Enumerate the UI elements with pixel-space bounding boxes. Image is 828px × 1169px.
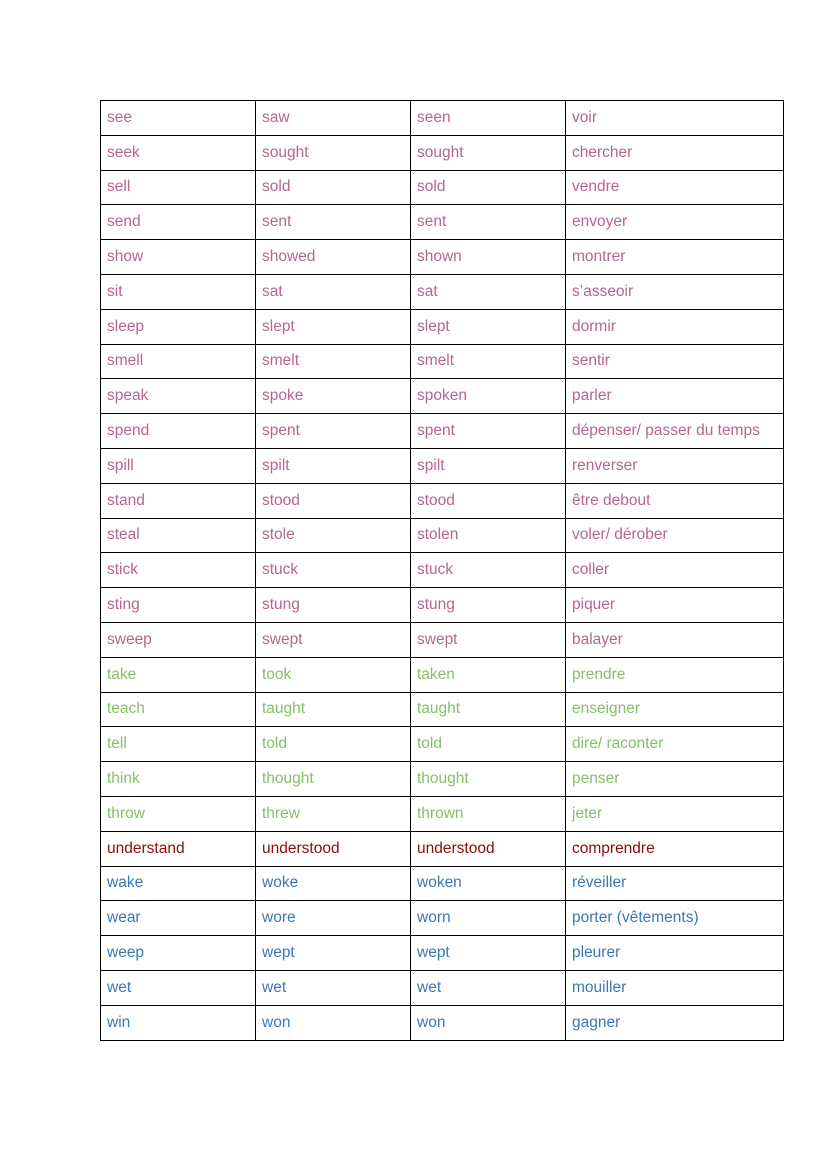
translation-cell: balayer [566, 622, 784, 657]
translation-cell: montrer [566, 240, 784, 275]
past-simple-cell: spilt [256, 448, 411, 483]
translation-cell: dépenser/ passer du temps [566, 414, 784, 449]
base-form-cell: send [101, 205, 256, 240]
table-row [101, 170, 784, 205]
table-row [101, 553, 784, 588]
base-form-cell: steal [101, 518, 256, 553]
past-simple-cell: stung [256, 588, 411, 623]
past-simple-cell: woke [256, 866, 411, 901]
translation-cell: coller [566, 553, 784, 588]
table-row [101, 796, 784, 831]
translation-cell: vendre [566, 170, 784, 205]
past-simple-cell: saw [256, 101, 411, 136]
past-participle-cell: wet [411, 970, 566, 1005]
past-participle-cell: taken [411, 657, 566, 692]
base-form-cell: sit [101, 274, 256, 309]
past-participle-cell: thought [411, 762, 566, 797]
past-participle-cell: told [411, 727, 566, 762]
table-row [101, 657, 784, 692]
past-participle-cell: shown [411, 240, 566, 275]
base-form-cell: weep [101, 936, 256, 971]
base-form-cell: stick [101, 553, 256, 588]
past-simple-cell: stuck [256, 553, 411, 588]
table-row [101, 727, 784, 762]
past-simple-cell: took [256, 657, 411, 692]
past-simple-cell: wept [256, 936, 411, 971]
translation-cell: parler [566, 379, 784, 414]
past-simple-cell: thought [256, 762, 411, 797]
past-participle-cell: stung [411, 588, 566, 623]
table-row [101, 274, 784, 309]
past-simple-cell: stole [256, 518, 411, 553]
base-form-cell: show [101, 240, 256, 275]
past-participle-cell: understood [411, 831, 566, 866]
translation-cell: renverser [566, 448, 784, 483]
translation-cell: voler/ dérober [566, 518, 784, 553]
verb-table [100, 100, 784, 1041]
past-simple-cell: told [256, 727, 411, 762]
past-simple-cell: slept [256, 309, 411, 344]
translation-cell: chercher [566, 135, 784, 170]
base-form-cell: sweep [101, 622, 256, 657]
base-form-cell: throw [101, 796, 256, 831]
table-row [101, 622, 784, 657]
past-simple-cell: sent [256, 205, 411, 240]
translation-cell: envoyer [566, 205, 784, 240]
base-form-cell: seek [101, 135, 256, 170]
table-row [101, 483, 784, 518]
past-simple-cell: threw [256, 796, 411, 831]
base-form-cell: see [101, 101, 256, 136]
table-row [101, 240, 784, 275]
verb-table-body [101, 101, 784, 1041]
translation-cell: s’asseoir [566, 274, 784, 309]
table-row [101, 309, 784, 344]
past-participle-cell: wept [411, 936, 566, 971]
table-row [101, 970, 784, 1005]
table-row [101, 344, 784, 379]
translation-cell: comprendre [566, 831, 784, 866]
table-row [101, 414, 784, 449]
table-row [101, 762, 784, 797]
past-participle-cell: spilt [411, 448, 566, 483]
table-row [101, 135, 784, 170]
table-row [101, 866, 784, 901]
table-row [101, 901, 784, 936]
past-participle-cell: thrown [411, 796, 566, 831]
past-participle-cell: swept [411, 622, 566, 657]
past-simple-cell: won [256, 1005, 411, 1040]
translation-cell: jeter [566, 796, 784, 831]
past-participle-cell: woken [411, 866, 566, 901]
past-simple-cell: stood [256, 483, 411, 518]
translation-cell: pleurer [566, 936, 784, 971]
translation-cell: être debout [566, 483, 784, 518]
translation-cell: porter (vêtements) [566, 901, 784, 936]
past-simple-cell: sought [256, 135, 411, 170]
table-row [101, 379, 784, 414]
table-row [101, 518, 784, 553]
past-participle-cell: slept [411, 309, 566, 344]
base-form-cell: stand [101, 483, 256, 518]
base-form-cell: spill [101, 448, 256, 483]
past-participle-cell: sent [411, 205, 566, 240]
past-simple-cell: wore [256, 901, 411, 936]
past-participle-cell: smelt [411, 344, 566, 379]
past-participle-cell: won [411, 1005, 566, 1040]
past-participle-cell: worn [411, 901, 566, 936]
base-form-cell: sting [101, 588, 256, 623]
base-form-cell: speak [101, 379, 256, 414]
translation-cell: mouiller [566, 970, 784, 1005]
past-simple-cell: showed [256, 240, 411, 275]
past-simple-cell: smelt [256, 344, 411, 379]
past-simple-cell: taught [256, 692, 411, 727]
base-form-cell: win [101, 1005, 256, 1040]
past-simple-cell: spoke [256, 379, 411, 414]
translation-cell: piquer [566, 588, 784, 623]
past-participle-cell: stolen [411, 518, 566, 553]
translation-cell: sentir [566, 344, 784, 379]
past-simple-cell: sat [256, 274, 411, 309]
table-row [101, 936, 784, 971]
translation-cell: penser [566, 762, 784, 797]
past-participle-cell: spent [411, 414, 566, 449]
translation-cell: dire/ raconter [566, 727, 784, 762]
translation-cell: gagner [566, 1005, 784, 1040]
past-participle-cell: sat [411, 274, 566, 309]
translation-cell: voir [566, 101, 784, 136]
translation-cell: enseigner [566, 692, 784, 727]
translation-cell: dormir [566, 309, 784, 344]
table-row [101, 205, 784, 240]
past-simple-cell: spent [256, 414, 411, 449]
past-participle-cell: stood [411, 483, 566, 518]
past-participle-cell: sought [411, 135, 566, 170]
past-simple-cell: understood [256, 831, 411, 866]
base-form-cell: sell [101, 170, 256, 205]
table-row [101, 831, 784, 866]
translation-cell: prendre [566, 657, 784, 692]
past-participle-cell: sold [411, 170, 566, 205]
base-form-cell: wear [101, 901, 256, 936]
past-participle-cell: stuck [411, 553, 566, 588]
past-simple-cell: swept [256, 622, 411, 657]
past-participle-cell: seen [411, 101, 566, 136]
base-form-cell: spend [101, 414, 256, 449]
table-row [101, 1005, 784, 1040]
base-form-cell: smell [101, 344, 256, 379]
past-participle-cell: taught [411, 692, 566, 727]
translation-cell: réveiller [566, 866, 784, 901]
past-simple-cell: sold [256, 170, 411, 205]
base-form-cell: sleep [101, 309, 256, 344]
past-simple-cell: wet [256, 970, 411, 1005]
past-participle-cell: spoken [411, 379, 566, 414]
table-row [101, 101, 784, 136]
base-form-cell: wake [101, 866, 256, 901]
base-form-cell: teach [101, 692, 256, 727]
base-form-cell: tell [101, 727, 256, 762]
base-form-cell: wet [101, 970, 256, 1005]
base-form-cell: take [101, 657, 256, 692]
table-row [101, 692, 784, 727]
table-row [101, 588, 784, 623]
base-form-cell: think [101, 762, 256, 797]
table-row [101, 448, 784, 483]
base-form-cell: understand [101, 831, 256, 866]
